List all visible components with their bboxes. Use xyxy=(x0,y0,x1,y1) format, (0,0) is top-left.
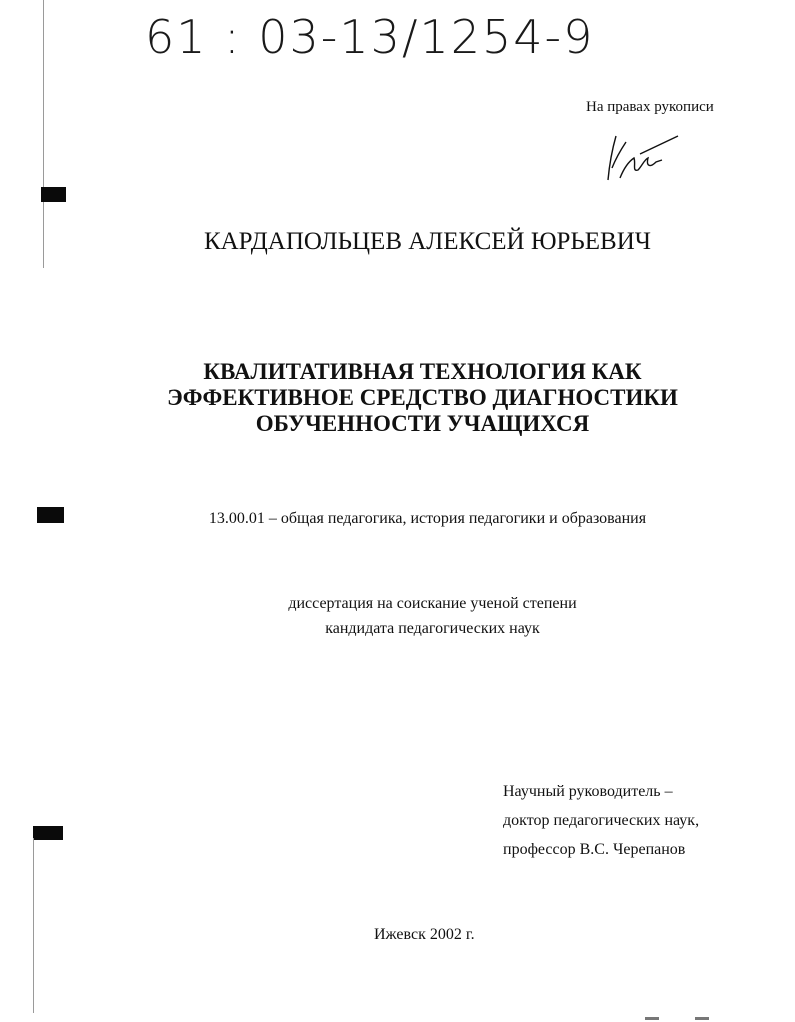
supervisor-line-2: доктор педагогических наук, xyxy=(503,812,700,829)
scan-margin-line-bottom xyxy=(33,838,34,1013)
archive-code: 61 : 03-13/1254-9 xyxy=(145,10,595,64)
degree-line-1: диссертация на соискание ученой степени xyxy=(288,595,577,612)
scan-mark-3 xyxy=(33,826,63,840)
supervisor-block xyxy=(503,777,699,864)
degree-statement xyxy=(35,591,795,641)
scan-speck-2 xyxy=(695,1017,709,1020)
scan-mark-1 xyxy=(41,187,66,202)
signature-icon xyxy=(600,128,680,188)
title-line-3: ОБУЧЕННОСТИ УЧАЩИХСЯ xyxy=(255,411,590,436)
title-line-1: КВАЛИТАТИВНАЯ ТЕХНОЛОГИЯ КАК xyxy=(203,359,642,384)
rights-note: На правах рукописи xyxy=(586,99,714,115)
supervisor-line-3: профессор В.С. Черепанов xyxy=(503,841,686,858)
author-name: КАРДАПОЛЬЦЕВ АЛЕКСЕЙ ЮРЬЕВИЧ xyxy=(203,228,652,255)
dissertation-title xyxy=(25,359,795,437)
specialty: 13.00.01 – общая педагогика, история педагогики и образования xyxy=(208,510,647,527)
title-line-2: ЭФФЕКТИВНОЕ СРЕДСТВО ДИАГНОСТИКИ xyxy=(167,385,678,410)
degree-line-2: кандидата педагогических наук xyxy=(325,620,540,637)
scan-speck-1 xyxy=(645,1017,659,1020)
supervisor-line-1: Научный руководитель – xyxy=(503,783,673,800)
place-year: Ижевск 2002 г. xyxy=(374,926,475,943)
